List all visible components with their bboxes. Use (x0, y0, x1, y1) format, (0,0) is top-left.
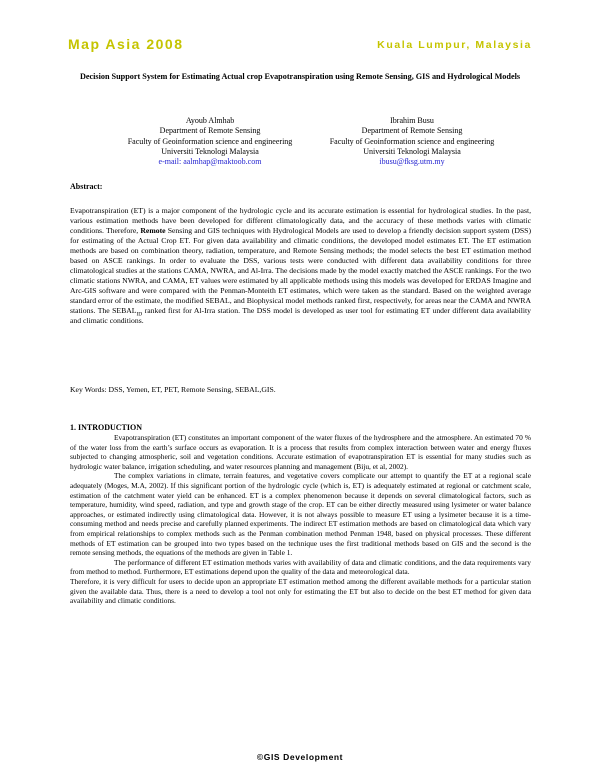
keywords: Key Words: DSS, Yemen, ET, PET, Remote Sensing, SEBAL,GIS. (70, 385, 276, 394)
conference-location: Kuala Lumpur, Malaysia (377, 39, 532, 51)
intro-paragraph-3: The performance of different ET estimation methods varies with availability of data and climatic conditions, and the data requirements vary from method to method. Furthermore, ET estimations depend upon the quality of the data and meteorological data. (70, 557, 531, 577)
author-block-1 (110, 116, 310, 167)
author-email-line (110, 157, 310, 167)
abstract-part-2: Sensing and GIS techniques with Hydrological Models are used to develop a friendly decision support system (DSS) for estimating of the Actual Crop ET. For given data availability and climatic conditions, the developed model estimates ET. The ET estimation methods are based on combination theory, radiation, temperature, and Remote Sensing methods; the model selects the best ET estimation method based on ASCE rankings. In order to evaluate the DSS, various tests were conducted with different data availability conditions for three climatological studies at the stations CAMA, NWRA, and Al-Irra. The decisions made by the model exactly matched the ASCE rankings. For the two climatic stations NWRA, and CAMA, ET values were estimated by all applicable methods using this models was developed for ERDAS Imagine and Arc-GIS software and were compared with the Penman-Monteith ET estimates, which were taken as the standard. Based on the weighted average standard error of the estimate, the modified SEBAL, and Biophysical model methods ranked first, respectively, for areas near the CAMA and NWRA stations. The SEBAL (70, 226, 531, 315)
page-footer: ©GIS Development (256, 752, 344, 762)
author-department: Department of Remote Sensing (159, 126, 261, 136)
author-email-link[interactable]: ibusu@fksg.utm.my (379, 157, 445, 167)
author-faculty: Faculty of Geoinformation science and engineering (127, 136, 293, 146)
abstract-text (70, 206, 531, 326)
author-email-link[interactable]: aalmhap@maktoob.com (183, 157, 262, 167)
email-label: e-mail: (158, 157, 184, 167)
author-department: Department of Remote Sensing (361, 126, 463, 136)
intro-paragraph-2: The complex variations in climate, terrain features, and vegetative covers complicate our attempt to quantify the ET at a regional scale adequately (Moges, M.A, 2002). If this significant portion of the hydrologic cycle (which is, ET) is adequately estimated at regional or catchment scale, estimation of the catchment water yield can be enhanced. ET is a complex phenomenon because it depends on several climatological factors, such as temperature, humidity, wind speed, radiation, and type and growth stage of the crop. ET can be either directly measured using lysimeter or water balance approaches, or estimated indirectly using climatological data. However, it is not always possible to measure ET using a lysimeter because it is a time-consuming method and needs precise and carefully planned experiments. The indirect ET estimation methods are based on climatological data which vary from empirical relationships to complex methods such as the Penman combination method Penman 1948, based on physical processes. These different methods of ET estimation can be grouped into two types based on the technique uses the first traditional methods based on GIS and the second is the remote sensing methods, the equations of the methods are given in Table 1. (70, 471, 531, 558)
introduction-heading: 1. INTRODUCTION (70, 423, 143, 432)
abstract-subscript: ID (136, 311, 143, 318)
conference-name: Map Asia 2008 (68, 36, 184, 52)
author-block-2 (312, 116, 512, 167)
page-header (68, 36, 532, 58)
author-university: Universiti Teknologi Malaysia (363, 146, 461, 156)
abstract-part-3: ranked first for Al-Irra station. The DSS model is developed as user tool for estimating ET under different data availability and climatic conditions. (70, 306, 532, 325)
introduction-body (70, 433, 531, 606)
author-name: Ayoub Almhab (185, 116, 235, 125)
author-email-line (312, 157, 512, 167)
author-faculty: Faculty of Geoinformation science and engineering (329, 136, 495, 146)
paper-title: Decision Support System for Estimating Actual crop Evapotranspiration using Remote Sensing, GIS and Hydrological Models (79, 72, 521, 81)
intro-paragraph-4: Therefore, it is very difficult for users to decide upon an appropriate ET estimation method among the different available methods for a particular station given the available data. Thus, there is a need to develop a tool not only for estimating the ET but also to decide on the best ET method for given data availability and climatic conditions. (70, 576, 531, 606)
intro-paragraph-1: Evapotranspiration (ET) constitutes an important component of the water fluxes of the hydrosphere and the atmosphere. An estimated 70 % of the water loss from the earth’s surface occurs as evaporation. It is a process that results from complex interaction between water and energy fluxes subjected to changing atmospheric, soil and vegetation conditions. Accurate estimation of evapotranspiration ET is essential for many studies such as hydrologic water balance, irrigation scheduling, and water resources planning and management (Biju, et al, 2002). (70, 433, 531, 471)
abstract-part-1: Evapotranspiration (ET) is a major component of the hydrologic cycle and its accurate estimation is essential for hydrological studies. In the past, various estimation methods have been developed for different climatologically data, and the accuracy of these methods varies with climatic conditions. Therefore, (70, 206, 531, 235)
abstract-bold-word: Remote (140, 226, 166, 235)
author-university: Universiti Teknologi Malaysia (161, 146, 259, 156)
abstract-heading: Abstract: (70, 182, 103, 191)
author-name: Ibrahim Busu (390, 116, 434, 125)
